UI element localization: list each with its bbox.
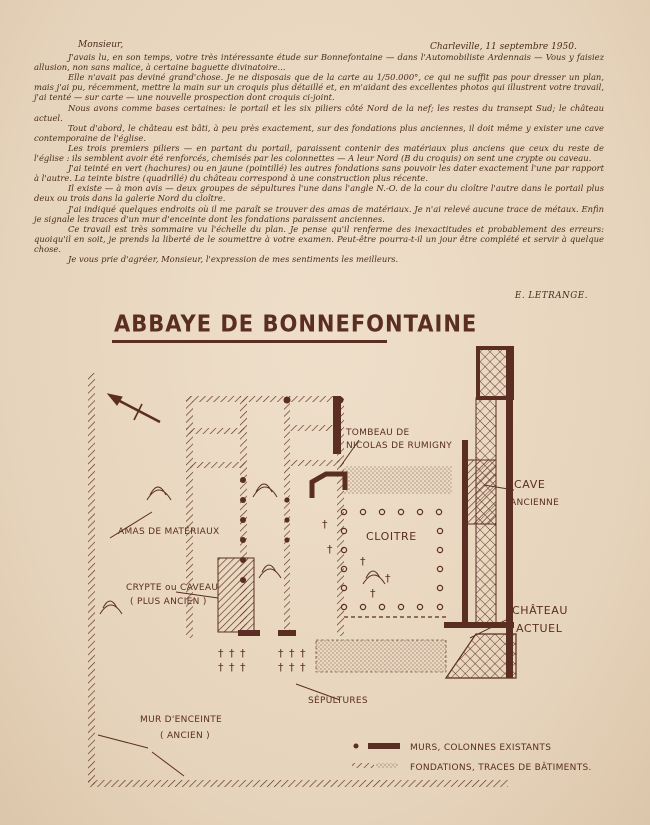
svg-text:†: † xyxy=(385,572,391,585)
letter-paragraph: J'ai teinté en vert (hachures) ou en jaune (pointillé) les autres fondations sans pouvoir les dater exactement l'une par rapport à l'autre. La teinte bistre (quadrillé) du château correspond à une construction plus récente. xyxy=(34,163,604,184)
legend-column-symbol xyxy=(354,744,359,749)
label-crypte-line1: CRYPTE ou CAVEAU xyxy=(126,583,219,593)
nave-columns xyxy=(186,396,344,638)
svg-text:†: † xyxy=(327,543,333,556)
plan-legend xyxy=(352,743,592,773)
cloister-column xyxy=(436,509,441,514)
letter-paragraph: Il existe — à mon avis — deux groupes de sépultures l'une dans l'angle N.-O. de la cour du cloître l'autre dans le portail plus deux ou trois dans la galerie Nord du cloître. xyxy=(34,183,604,204)
letter-paragraph: J'avais lu, en son temps, votre très intéressante étude sur Bonnefontaine — dans l'Automobiliste Ardennais — Vous y faisiez allusion, non sans malice, à certaine baguette divinatoire... xyxy=(34,52,604,73)
letter-paragraph: Nous avons comme bases certaines: le portail et les six piliers côté Nord de la nef; les restes du transept Sud; le château actuel. xyxy=(34,102,604,123)
label-mur-line2: ( ANCIEN ) xyxy=(160,731,210,741)
label-chateau-line2: ACTUEL xyxy=(516,622,563,635)
letter-salutation: Monsieur, xyxy=(78,40,124,50)
svg-text:†: † xyxy=(240,661,246,674)
cloister-column xyxy=(437,528,442,533)
legend-existing-label: MURS, COLONNES EXISTANTS xyxy=(410,743,552,753)
svg-text:†: † xyxy=(218,647,224,660)
svg-text:†: † xyxy=(289,661,295,674)
letter-date: Charleville, 11 septembre 1950. xyxy=(430,42,577,52)
letter-signature: E. LETRANGE. xyxy=(514,291,588,301)
letter-paragraph: Tout d'abord, le château est bâti, à peu près exactement, sur des fondations plus anciennes, il doit même y exister une cave contemporaine de l'église. xyxy=(34,122,604,143)
label-cloitre: CLOITRE xyxy=(366,530,417,543)
north-arrow-icon xyxy=(108,394,160,422)
legend-hatch-symbol xyxy=(352,763,374,768)
svg-text:†: † xyxy=(278,647,284,660)
letter-paragraph: Elle n'avait pas deviné grand'chose. Je ne disposais que de la carte au 1/50.000°, ce qui ne suffit pas pour dresser un plan, mais j'ai pu, récemment, mettre la main sur un croquis plus détaillé et, en m'aidant des excellentes photos qui illustrent votre travail, j'ai tenté — sur carte — une nouvelle prospection dont croquis ci-joint. xyxy=(34,72,604,103)
cloister-column xyxy=(417,604,422,609)
cloister-columns xyxy=(341,509,442,609)
cloister-column xyxy=(437,547,442,552)
cloister-column xyxy=(437,604,442,609)
crypt-area xyxy=(218,558,254,632)
cloister-column xyxy=(379,604,384,609)
legend-foundations-label: FONDATIONS, TRACES DE BÂTIMENTS. xyxy=(410,763,592,773)
letter-paragraph: Ce travail est très sommaire vu l'échelle du plan. Je pense qu'il renferme des inexactitudes et probablement des erreurs: quoiqu'il en soit, je prends la liberté de le soumettre à votre examen. Peut-être pourra-t-il un jour être complété et servir à quelque chose. xyxy=(34,223,604,254)
svg-text:†: † xyxy=(300,661,306,674)
svg-text:†: † xyxy=(240,647,246,660)
tomb-marker xyxy=(312,466,452,498)
svg-text:†: † xyxy=(300,647,306,660)
svg-text:†: † xyxy=(229,647,235,660)
cloister-column xyxy=(379,509,384,514)
legend-stipple-symbol xyxy=(376,763,398,768)
svg-text:†: † xyxy=(229,661,235,674)
chateau-actuel xyxy=(444,348,516,678)
label-cave-line2: ANCIENNE xyxy=(510,498,560,508)
label-mur-line1: MUR D'ENCEINTE xyxy=(140,715,223,725)
cloister-column xyxy=(360,509,365,514)
cloister-column xyxy=(417,509,422,514)
cloister xyxy=(316,617,446,672)
svg-text:†: † xyxy=(218,661,224,674)
letter-paragraph: J'ai indiqué quelques endroits où il me paraît se trouver des amas de matériaux. Je n'ai relevé aucune trace de métaux. Enfin je signale les traces d'un mur d'enceinte dont les fondations paraissent anciennes. xyxy=(34,203,604,224)
cloister-column xyxy=(437,566,442,571)
cloister-column xyxy=(437,585,442,590)
legend-wall-symbol xyxy=(368,743,400,749)
cloister-column xyxy=(398,604,403,609)
label-chateau-line1: CHÂTEAU xyxy=(512,604,569,617)
svg-text:†: † xyxy=(322,518,328,531)
letter-paragraph: Je vous prie d'agréer, Monsieur, l'expression de mes sentiments les meilleurs. xyxy=(68,253,399,264)
label-sepultures: SÉPULTURES xyxy=(308,696,368,706)
label-tombeau-line2: NICOLAS DE RUMIGNY xyxy=(346,441,453,451)
label-tombeau-line1: TOMBEAU DE xyxy=(346,428,410,438)
svg-text:†: † xyxy=(370,587,376,600)
svg-text:†: † xyxy=(289,647,295,660)
label-amas: AMAS DE MATÉRIAUX xyxy=(118,527,220,537)
label-crypte-line2: ( PLUS ANCIEN ) xyxy=(130,597,207,607)
svg-text:†: † xyxy=(278,661,284,674)
label-cave-line1: CAVE xyxy=(514,478,546,491)
letter-paragraph: Les trois premiers piliers — en partant du portail, paraissent contenir des matériaux plus anciens que ceux du reste de l'église : ils semblent avoir été renforcés, chemisés par les colonnettes — A leur Nord (B du croquis) on sent une crypte ou caveau. xyxy=(34,142,604,164)
cloister-column xyxy=(398,509,403,514)
cloister-column xyxy=(360,604,365,609)
plan-title: ABBAYE DE BONNEFONTAINE xyxy=(114,311,478,337)
svg-text:†: † xyxy=(360,555,366,568)
